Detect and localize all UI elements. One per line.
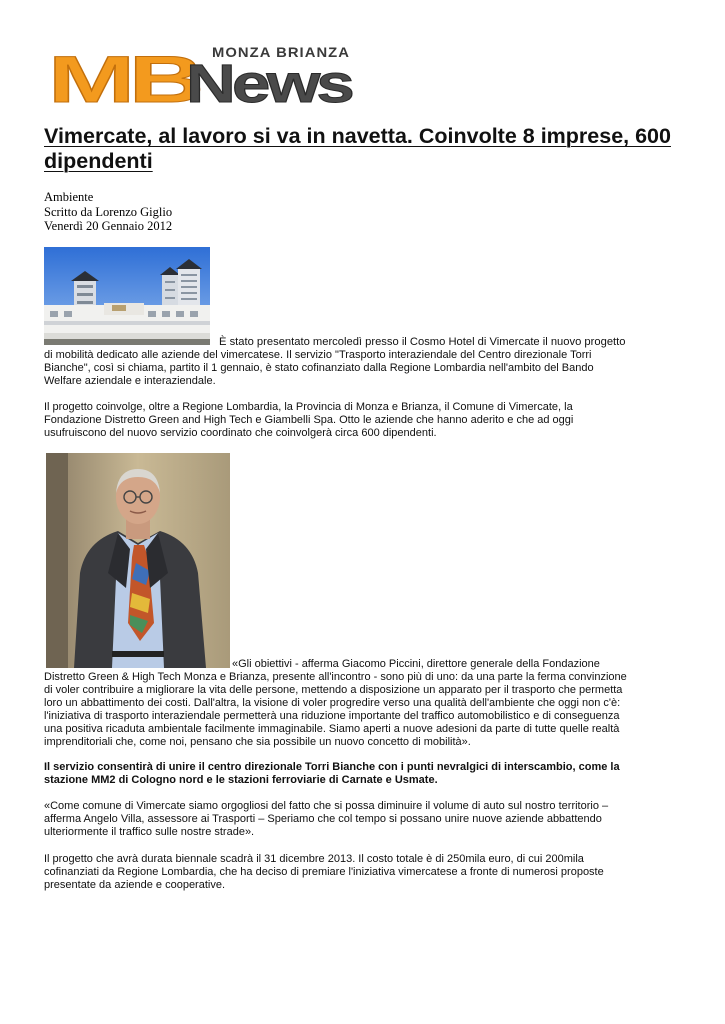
- paragraph-quote-villa-line: ulteriormente il traffico sulle nostre strade».: [44, 826, 255, 838]
- paragraph-intro-line: È stato presentato mercoledì presso il Cosmo Hotel di Vimercate il nuovo progetto: [219, 336, 626, 348]
- paragraph-quote-piccini-line: imprenditoriali che, come noi, pensano che sia possibile un nuovo concetto di mobilità».: [44, 736, 471, 748]
- paragraph-service-bold-line: stazione MM2 di Cologno nord e le stazioni ferroviarie di Carnate e Usmate.: [44, 774, 438, 786]
- paragraph-quote-piccini-line: «Gli obiettivi - afferma Giacomo Piccini, direttore generale della Fondazione: [232, 658, 600, 670]
- torri-bianche-photo: [44, 247, 210, 345]
- paragraph-intro-line: Bianche", così si chiama, partito il 1 gennaio, è stato cofinanziato dalla Regione Lombardia nell'ambito del Bando: [44, 362, 594, 374]
- article-title[interactable]: [44, 124, 684, 174]
- paragraph-budget-line: Il progetto che avrà durata biennale scadrà il 31 dicembre 2013. Il costo totale è di 250mila euro, di cui 200mila: [44, 853, 584, 865]
- paragraph-quote-piccini-line: di voler contribuire a migliorare la vita delle persone, mettendo a disposizione un apparato per il trasporto che permetta: [44, 684, 623, 696]
- paragraph-partners-line: Il progetto coinvolge, oltre a Regione Lombardia, la Provincia di Monza e Brianza, il Comune di Vimercate, la: [44, 401, 573, 413]
- article-meta: [44, 190, 172, 234]
- article-author: Scritto da Lorenzo Giglio: [44, 204, 173, 219]
- article-date: Venerdì 20 Gennaio 2012: [44, 219, 173, 233]
- paragraph-intro-line: Welfare aziendale e interaziendale.: [44, 375, 216, 387]
- logo-news-text: News: [186, 54, 353, 108]
- logo-tagline: MONZA BRIANZA: [212, 44, 350, 60]
- paragraph-quote-villa-line: afferma Angelo Villa, assessore ai Trasporti – Speriamo che col tempo si possano unire nuove aziende abbattendo: [44, 813, 602, 825]
- paragraph-quote-piccini-line: una positiva ricaduta ambientale facilmente immaginabile. Siamo aperti a nuove adesioni da parte di tutte quelle realtà: [44, 723, 620, 735]
- giacomo-piccini-photo: [46, 453, 230, 668]
- paragraph-service-bold-line: Il servizio consentirà di unire il centro direzionale Torri Bianche con i punti nevralgici di interscambio, come la: [44, 761, 620, 773]
- paragraph-budget-line: cofinanziati da Regione Lombardia, che ha deciso di premiare l'iniziativa vimercatese a fronte di numerosi proposte: [44, 866, 604, 878]
- mbnews-logo[interactable]: [46, 40, 356, 108]
- paragraph-partners-line: Fondazione Distretto Green and High Tech e Giambelli Spa. Otto le aziende che hanno aderito e che ad oggi: [44, 414, 574, 426]
- paragraph-quote-piccini-line: l'iniziativa di trasporto interaziendale permetterà una riduzione importante del traffico automobilistico e di conseguenza: [44, 710, 620, 722]
- paragraph-intro-line: di mobilità dedicato alle aziende del vimercatese. Il servizio "Trasporto interaziendale del Centro direzionale Torri: [44, 349, 592, 361]
- article-title-line-1: Vimercate, al lavoro si va in navetta. Coinvolte 8 imprese, 600: [44, 124, 671, 148]
- article-title-line-2: dipendenti: [44, 149, 153, 173]
- paragraph-quote-villa-line: «Come comune di Vimercate siamo orgogliosi del fatto che si possa diminuire il volume di auto sul nostro territorio –: [44, 800, 609, 812]
- paragraph-budget-line: presentate da aziende e cooperative.: [44, 879, 226, 891]
- logo-mb-text: MB: [48, 42, 201, 108]
- paragraph-quote-piccini-line: Distretto Green & High Tech Monza e Brianza, presente all'incontro - sono più di uno: da una parte la ferma convinzione: [44, 671, 627, 683]
- article-category: Ambiente: [44, 190, 94, 204]
- paragraph-quote-piccini-line: loro un abbattimento dei costi. Dall'altra, la visione di voler progredire verso una qualità dell'ambiente che oggi non c'è:: [44, 697, 621, 709]
- paragraph-partners-line: usufruiscono del nuovo servizio coordinato che coinvolgerà circa 600 dipendenti.: [44, 427, 437, 439]
